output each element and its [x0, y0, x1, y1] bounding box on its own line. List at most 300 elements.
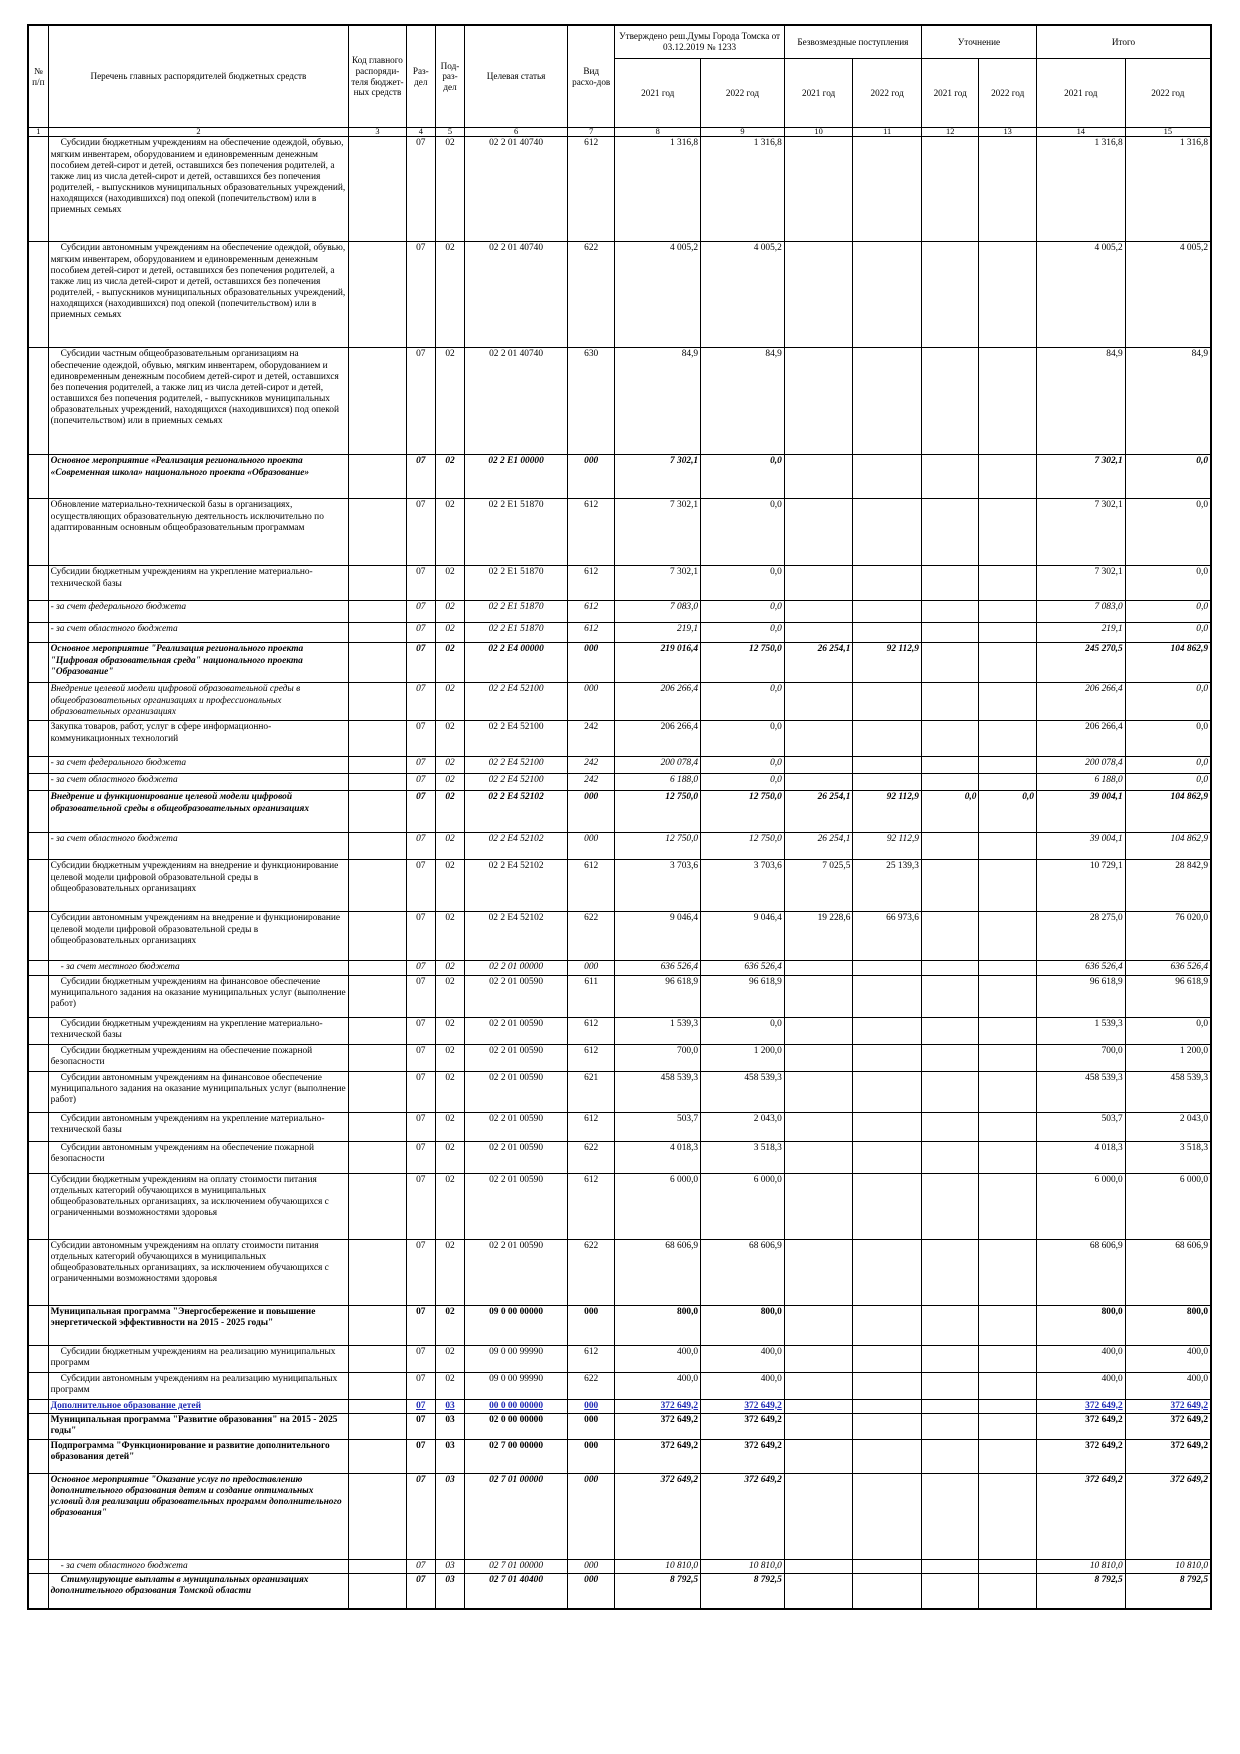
cell-approved-2022: 12 750,0 — [701, 791, 785, 833]
cell-podrazdel: 02 — [435, 1141, 464, 1173]
cell-razdel: 07 — [406, 1141, 435, 1173]
cell-podrazdel: 02 — [435, 1112, 464, 1141]
column-number: 14 — [1036, 128, 1125, 137]
cell-article: 02 2 01 00590 — [465, 975, 568, 1017]
cell-total-2022: 68 606,9 — [1125, 1239, 1211, 1305]
cell-total-2021: 636 526,4 — [1036, 961, 1125, 975]
cell-podrazdel: 02 — [435, 774, 464, 791]
cell-approved-2021: 503,7 — [615, 1112, 701, 1141]
cell-free-2021 — [784, 1573, 853, 1609]
cell-clarify-2022 — [979, 961, 1036, 975]
cell-no — [28, 1372, 48, 1399]
cell-total-2022: 8 792,5 — [1125, 1573, 1211, 1609]
cell-free-2022 — [853, 1112, 922, 1141]
cell-clarify-2022 — [979, 757, 1036, 774]
cell-clarify-2022 — [979, 774, 1036, 791]
cell-name: Основное мероприятие "Реализация регионального проекта "Цифровая образовательная среда" национального проекта "Образование" — [48, 643, 349, 683]
cell-clarify-2021 — [921, 1044, 978, 1071]
cell-article: 02 2 E1 51870 — [465, 566, 568, 601]
column-number: 1 — [28, 128, 48, 137]
cell-vid: 612 — [568, 1345, 615, 1372]
cell-clarify-2021 — [921, 455, 978, 499]
cell-free-2021 — [784, 1141, 853, 1173]
cell-name: Закупка товаров, работ, услуг в сфере информационно-коммуникационных технологий — [48, 721, 349, 757]
cell-total-2022: 0,0 — [1125, 1017, 1211, 1044]
cell-total-2022: 28 842,9 — [1125, 860, 1211, 912]
cell-name: Субсидии автономным учреждениям на внедрение и функционирование целевой модели цифровой образовательной среды в общеобразовательных организациях — [48, 912, 349, 961]
table-row — [28, 566, 1211, 601]
cell-total-2021: 1 539,3 — [1036, 1017, 1125, 1044]
cell-no — [28, 961, 48, 975]
cell-total-2021: 4 005,2 — [1036, 242, 1125, 348]
cell-approved-2022: 84,9 — [701, 348, 785, 455]
cell-no — [28, 1399, 48, 1413]
cell-approved-2022: 2 043,0 — [701, 1112, 785, 1141]
cell-no — [28, 1305, 48, 1345]
cell-total-2021: 372 649,2 — [1036, 1473, 1125, 1559]
cell-podrazdel: 02 — [435, 623, 464, 643]
cell-free-2021 — [784, 242, 853, 348]
cell-code — [349, 833, 406, 860]
cell-vid: 000 — [568, 961, 615, 975]
cell-approved-2021: 84,9 — [615, 348, 701, 455]
cell-razdel: 07 — [406, 1305, 435, 1345]
cell-clarify-2021 — [921, 683, 978, 721]
cell-vid: 000 — [568, 1305, 615, 1345]
table-row — [28, 833, 1211, 860]
cell-approved-2022: 0,0 — [701, 774, 785, 791]
header-col-name: Перечень главных распорядителей бюджетных средств — [48, 25, 349, 128]
cell-free-2022: 66 973,6 — [853, 912, 922, 961]
cell-clarify-2022 — [979, 1044, 1036, 1071]
cell-clarify-2021 — [921, 774, 978, 791]
cell-free-2022 — [853, 499, 922, 566]
cell-total-2022: 372 649,2 — [1125, 1439, 1211, 1473]
cell-total-2021: 28 275,0 — [1036, 912, 1125, 961]
cell-approved-2021: 4 018,3 — [615, 1141, 701, 1173]
cell-code — [349, 1239, 406, 1305]
cell-no — [28, 721, 48, 757]
cell-article: 02 2 E1 51870 — [465, 601, 568, 623]
cell-clarify-2021 — [921, 912, 978, 961]
table-row — [28, 1112, 1211, 1141]
cell-no — [28, 833, 48, 860]
cell-clarify-2022 — [979, 683, 1036, 721]
cell-total-2022: 4 005,2 — [1125, 242, 1211, 348]
cell-total-2022: 6 000,0 — [1125, 1173, 1211, 1239]
cell-approved-2022: 458 539,3 — [701, 1071, 785, 1112]
cell-article: 02 2 01 40740 — [465, 348, 568, 455]
header-column-numbers — [28, 128, 1211, 137]
cell-name: - за счет федерального бюджета — [48, 757, 349, 774]
cell-podrazdel: 02 — [435, 961, 464, 975]
cell-vid: 000 — [568, 1399, 615, 1413]
table-row — [28, 1345, 1211, 1372]
column-number: 7 — [568, 128, 615, 137]
column-number: 15 — [1125, 128, 1211, 137]
cell-code — [349, 860, 406, 912]
cell-free-2021 — [784, 1559, 853, 1573]
cell-name: Внедрение целевой модели цифровой образовательной среды в общеобразовательных организациях и профессиональных образовательных организациях — [48, 683, 349, 721]
cell-article: 02 2 01 00590 — [465, 1017, 568, 1044]
cell-razdel: 07 — [406, 1573, 435, 1609]
table-row — [28, 791, 1211, 833]
cell-razdel: 07 — [406, 975, 435, 1017]
cell-article: 02 2 01 40740 — [465, 242, 568, 348]
cell-clarify-2021 — [921, 1439, 978, 1473]
cell-total-2021: 96 618,9 — [1036, 975, 1125, 1017]
cell-code — [349, 643, 406, 683]
cell-razdel: 07 — [406, 1017, 435, 1044]
cell-free-2022: 92 112,9 — [853, 833, 922, 860]
budget-table — [27, 24, 1212, 1610]
cell-total-2021: 700,0 — [1036, 1044, 1125, 1071]
cell-free-2022 — [853, 137, 922, 242]
cell-podrazdel: 02 — [435, 975, 464, 1017]
cell-free-2022 — [853, 1141, 922, 1173]
cell-total-2022: 0,0 — [1125, 721, 1211, 757]
cell-razdel: 07 — [406, 1173, 435, 1239]
cell-total-2021: 7 302,1 — [1036, 566, 1125, 601]
table-row — [28, 774, 1211, 791]
cell-total-2021: 206 266,4 — [1036, 683, 1125, 721]
cell-razdel: 07 — [406, 1439, 435, 1473]
cell-no — [28, 1112, 48, 1141]
table-row — [28, 1305, 1211, 1345]
cell-approved-2022: 12 750,0 — [701, 643, 785, 683]
cell-free-2022 — [853, 623, 922, 643]
cell-no — [28, 601, 48, 623]
cell-total-2021: 68 606,9 — [1036, 1239, 1125, 1305]
cell-vid: 621 — [568, 1071, 615, 1112]
header-year: 2021 год — [921, 59, 978, 128]
cell-razdel: 07 — [406, 860, 435, 912]
cell-podrazdel: 02 — [435, 348, 464, 455]
cell-total-2022: 1 200,0 — [1125, 1044, 1211, 1071]
cell-free-2022 — [853, 348, 922, 455]
cell-article: 02 7 01 00000 — [465, 1473, 568, 1559]
cell-approved-2021: 400,0 — [615, 1372, 701, 1399]
cell-clarify-2022 — [979, 1239, 1036, 1305]
table-row — [28, 1017, 1211, 1044]
cell-clarify-2021 — [921, 1559, 978, 1573]
cell-approved-2022: 4 005,2 — [701, 242, 785, 348]
cell-no — [28, 1071, 48, 1112]
cell-clarify-2022 — [979, 242, 1036, 348]
cell-free-2021 — [784, 1071, 853, 1112]
cell-total-2021: 372 649,2 — [1036, 1413, 1125, 1439]
cell-free-2021: 26 254,1 — [784, 791, 853, 833]
cell-clarify-2021 — [921, 499, 978, 566]
header-year: 2022 год — [853, 59, 922, 128]
column-number: 2 — [48, 128, 349, 137]
cell-razdel: 07 — [406, 623, 435, 643]
cell-no — [28, 455, 48, 499]
cell-podrazdel: 03 — [435, 1399, 464, 1413]
cell-approved-2021: 7 302,1 — [615, 499, 701, 566]
cell-clarify-2022 — [979, 1372, 1036, 1399]
cell-total-2021: 219,1 — [1036, 623, 1125, 643]
cell-clarify-2022 — [979, 1399, 1036, 1413]
cell-code — [349, 791, 406, 833]
cell-approved-2022: 400,0 — [701, 1345, 785, 1372]
cell-total-2022: 0,0 — [1125, 499, 1211, 566]
cell-total-2022: 104 862,9 — [1125, 791, 1211, 833]
cell-clarify-2022 — [979, 1305, 1036, 1345]
cell-code — [349, 912, 406, 961]
cell-razdel: 07 — [406, 1399, 435, 1413]
cell-clarify-2022 — [979, 975, 1036, 1017]
cell-razdel: 07 — [406, 348, 435, 455]
cell-free-2022 — [853, 1044, 922, 1071]
cell-name: Субсидии бюджетным учреждениям на оплату стоимости питания отдельных категорий обучающихся в муниципальных общеобразовательных организациях, за исключением обучающихся с ограниченными возможностями здоровья — [48, 1173, 349, 1239]
cell-vid: 612 — [568, 601, 615, 623]
cell-free-2021 — [784, 1439, 853, 1473]
cell-podrazdel: 02 — [435, 683, 464, 721]
cell-name: - за счет областного бюджета — [48, 623, 349, 643]
cell-name: Субсидии бюджетным учреждениям на обеспечение пожарной безопасности — [48, 1044, 349, 1071]
table-row — [28, 1473, 1211, 1559]
cell-free-2021 — [784, 1399, 853, 1413]
cell-razdel: 07 — [406, 1112, 435, 1141]
cell-code — [349, 1044, 406, 1071]
budget-table-sheet — [27, 24, 1212, 1610]
table-row — [28, 1173, 1211, 1239]
cell-no — [28, 1017, 48, 1044]
cell-clarify-2021 — [921, 601, 978, 623]
cell-clarify-2022 — [979, 455, 1036, 499]
cell-vid: 242 — [568, 774, 615, 791]
cell-code — [349, 1573, 406, 1609]
cell-name: Субсидии автономным учреждениям на финансовое обеспечение муниципального задания на оказание муниципальных услуг (выполнение работ) — [48, 1071, 349, 1112]
cell-podrazdel: 02 — [435, 721, 464, 757]
cell-approved-2022: 0,0 — [701, 1017, 785, 1044]
cell-vid: 622 — [568, 912, 615, 961]
cell-free-2021 — [784, 757, 853, 774]
column-number: 9 — [701, 128, 785, 137]
cell-no — [28, 643, 48, 683]
cell-approved-2022: 0,0 — [701, 601, 785, 623]
cell-free-2021 — [784, 1413, 853, 1439]
cell-free-2021 — [784, 1345, 853, 1372]
cell-razdel: 07 — [406, 137, 435, 242]
cell-podrazdel: 03 — [435, 1473, 464, 1559]
cell-free-2022 — [853, 1573, 922, 1609]
cell-clarify-2021 — [921, 757, 978, 774]
cell-name: - за счет федерального бюджета — [48, 601, 349, 623]
cell-no — [28, 757, 48, 774]
cell-code — [349, 566, 406, 601]
cell-vid: 612 — [568, 1112, 615, 1141]
cell-approved-2021: 206 266,4 — [615, 683, 701, 721]
cell-free-2022 — [853, 774, 922, 791]
cell-free-2021: 26 254,1 — [784, 833, 853, 860]
table-row — [28, 1413, 1211, 1439]
cell-clarify-2021 — [921, 1141, 978, 1173]
cell-approved-2021: 10 810,0 — [615, 1559, 701, 1573]
cell-approved-2021: 372 649,2 — [615, 1439, 701, 1473]
cell-total-2021: 372 649,2 — [1036, 1399, 1125, 1413]
cell-clarify-2022 — [979, 912, 1036, 961]
cell-approved-2021: 800,0 — [615, 1305, 701, 1345]
cell-name: Субсидии частным общеобразовательным организациям на обеспечение одеждой, обувью, мягким инвентарем, оборудованием и единовременным денежным пособием детей-сирот и детей, оставшихся без попечения родителей, а также лиц из числа детей-сирот и детей, оставшихся без попечения родителей, - выпускников муниципальных образовательных учреждений, находящихся (находившихся) под опекой (попечительством) или в приемных семьях — [48, 348, 349, 455]
cell-podrazdel: 02 — [435, 791, 464, 833]
cell-total-2022: 1 316,8 — [1125, 137, 1211, 242]
cell-approved-2021: 8 792,5 — [615, 1573, 701, 1609]
cell-code — [349, 721, 406, 757]
cell-free-2022 — [853, 1173, 922, 1239]
cell-vid: 622 — [568, 1372, 615, 1399]
cell-approved-2022: 372 649,2 — [701, 1473, 785, 1559]
cell-total-2022: 0,0 — [1125, 623, 1211, 643]
cell-no — [28, 912, 48, 961]
cell-podrazdel: 02 — [435, 1071, 464, 1112]
cell-razdel: 07 — [406, 566, 435, 601]
cell-clarify-2021 — [921, 721, 978, 757]
cell-total-2021: 7 083,0 — [1036, 601, 1125, 623]
cell-clarify-2022 — [979, 721, 1036, 757]
cell-free-2022 — [853, 961, 922, 975]
cell-no — [28, 860, 48, 912]
cell-no — [28, 1239, 48, 1305]
cell-clarify-2022 — [979, 1345, 1036, 1372]
header-year: 2022 год — [979, 59, 1036, 128]
cell-article: 02 2 E1 00000 — [465, 455, 568, 499]
cell-code — [349, 683, 406, 721]
cell-clarify-2021 — [921, 566, 978, 601]
cell-name: Муниципальная программа "Энергосбережение и повышение энергетической эффективности на 2015 - 2025 годы" — [48, 1305, 349, 1345]
cell-clarify-2021 — [921, 1305, 978, 1345]
table-row — [28, 137, 1211, 242]
cell-code — [349, 1173, 406, 1239]
cell-free-2021 — [784, 1044, 853, 1071]
cell-approved-2021: 12 750,0 — [615, 833, 701, 860]
cell-free-2022: 92 112,9 — [853, 791, 922, 833]
cell-free-2022: 25 139,3 — [853, 860, 922, 912]
cell-podrazdel: 02 — [435, 1044, 464, 1071]
cell-total-2021: 206 266,4 — [1036, 721, 1125, 757]
cell-free-2021 — [784, 1017, 853, 1044]
table-row — [28, 860, 1211, 912]
cell-total-2022: 0,0 — [1125, 683, 1211, 721]
cell-total-2021: 458 539,3 — [1036, 1071, 1125, 1112]
cell-razdel: 07 — [406, 791, 435, 833]
cell-name: Основное мероприятие «Реализация регионального проекта «Современная школа» национального проекта «Образование» — [48, 455, 349, 499]
cell-approved-2022: 3 703,6 — [701, 860, 785, 912]
cell-approved-2022: 400,0 — [701, 1372, 785, 1399]
cell-clarify-2021 — [921, 975, 978, 1017]
cell-name: Субсидии автономным учреждениям на оплату стоимости питания отдельных категорий обучающихся в муниципальных общеобразовательных организациях, за исключением обучающихся с ограниченными возможностями здоровья — [48, 1239, 349, 1305]
cell-clarify-2022 — [979, 566, 1036, 601]
table-row — [28, 961, 1211, 975]
cell-total-2022: 372 649,2 — [1125, 1399, 1211, 1413]
cell-razdel: 07 — [406, 683, 435, 721]
cell-no — [28, 1345, 48, 1372]
cell-vid: 000 — [568, 791, 615, 833]
cell-clarify-2021 — [921, 1071, 978, 1112]
cell-name: Внедрение и функционирование целевой модели цифровой образовательной среды в общеобразовательных организациях — [48, 791, 349, 833]
cell-clarify-2022 — [979, 1173, 1036, 1239]
cell-clarify-2021 — [921, 833, 978, 860]
cell-vid: 000 — [568, 643, 615, 683]
cell-name: - за счет местного бюджета — [48, 961, 349, 975]
cell-no — [28, 791, 48, 833]
table-row — [28, 1372, 1211, 1399]
table-row — [28, 623, 1211, 643]
cell-vid: 622 — [568, 1239, 615, 1305]
header-year: 2021 год — [784, 59, 853, 128]
cell-code — [349, 1345, 406, 1372]
table-row — [28, 601, 1211, 623]
cell-approved-2021: 636 526,4 — [615, 961, 701, 975]
cell-total-2021: 6 188,0 — [1036, 774, 1125, 791]
cell-article: 00 0 00 00000 — [465, 1399, 568, 1413]
cell-free-2022 — [853, 1559, 922, 1573]
cell-podrazdel: 02 — [435, 1345, 464, 1372]
cell-total-2021: 503,7 — [1036, 1112, 1125, 1141]
cell-code — [349, 1141, 406, 1173]
cell-total-2022: 104 862,9 — [1125, 643, 1211, 683]
cell-article: 02 2 E4 52102 — [465, 860, 568, 912]
cell-total-2021: 245 270,5 — [1036, 643, 1125, 683]
cell-code — [349, 975, 406, 1017]
cell-approved-2022: 12 750,0 — [701, 833, 785, 860]
cell-total-2021: 39 004,1 — [1036, 791, 1125, 833]
cell-total-2022: 800,0 — [1125, 1305, 1211, 1345]
cell-total-2022: 372 649,2 — [1125, 1413, 1211, 1439]
cell-vid: 000 — [568, 833, 615, 860]
cell-clarify-2022 — [979, 499, 1036, 566]
cell-approved-2022: 3 518,3 — [701, 1141, 785, 1173]
cell-total-2021: 6 000,0 — [1036, 1173, 1125, 1239]
cell-free-2021 — [784, 1372, 853, 1399]
cell-article: 02 7 01 40400 — [465, 1573, 568, 1609]
table-row — [28, 348, 1211, 455]
cell-clarify-2021 — [921, 348, 978, 455]
cell-free-2022 — [853, 566, 922, 601]
cell-free-2021 — [784, 566, 853, 601]
cell-free-2021 — [784, 601, 853, 623]
cell-no — [28, 1559, 48, 1573]
cell-name: Субсидии автономным учреждениям на обеспечение пожарной безопасности — [48, 1141, 349, 1173]
cell-total-2022: 400,0 — [1125, 1345, 1211, 1372]
table-row — [28, 643, 1211, 683]
cell-code — [349, 961, 406, 975]
cell-no — [28, 1044, 48, 1071]
table-row — [28, 1044, 1211, 1071]
cell-code — [349, 499, 406, 566]
cell-free-2022 — [853, 1239, 922, 1305]
cell-total-2021: 10 810,0 — [1036, 1559, 1125, 1573]
cell-approved-2021: 4 005,2 — [615, 242, 701, 348]
cell-name: Субсидии бюджетным учреждениям на финансовое обеспечение муниципального задания на оказание муниципальных услуг (выполнение работ) — [48, 975, 349, 1017]
cell-approved-2022: 0,0 — [701, 683, 785, 721]
cell-code — [349, 1473, 406, 1559]
cell-razdel: 07 — [406, 721, 435, 757]
cell-free-2022 — [853, 721, 922, 757]
cell-approved-2021: 9 046,4 — [615, 912, 701, 961]
table-row — [28, 683, 1211, 721]
cell-name: - за счет областного бюджета — [48, 774, 349, 791]
cell-clarify-2021 — [921, 242, 978, 348]
header-col-vid: Вид расхо-дов — [568, 25, 615, 128]
table-body — [28, 137, 1211, 1609]
cell-free-2022 — [853, 1473, 922, 1559]
cell-article: 02 7 00 00000 — [465, 1439, 568, 1473]
cell-name: - за счет областного бюджета — [48, 1559, 349, 1573]
cell-vid: 611 — [568, 975, 615, 1017]
cell-approved-2021: 1 539,3 — [615, 1017, 701, 1044]
